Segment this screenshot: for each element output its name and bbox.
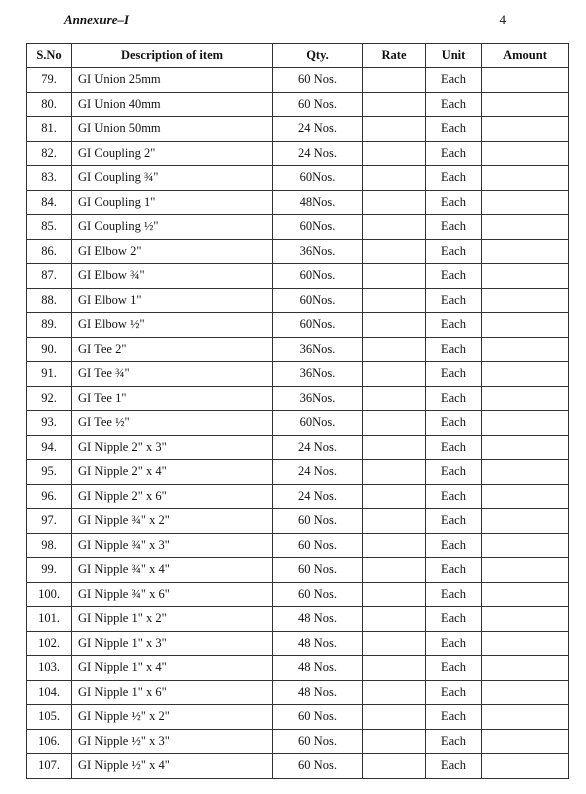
cell-sno: 104. xyxy=(27,680,72,705)
page-header xyxy=(64,12,506,30)
cell-amount xyxy=(482,239,569,264)
table-row xyxy=(27,68,569,93)
cell-rate xyxy=(363,607,426,632)
annexure-title: Annexure–I xyxy=(64,12,130,27)
cell-unit: Each xyxy=(426,239,482,264)
cell-amount xyxy=(482,68,569,93)
table-row xyxy=(27,141,569,166)
table-row xyxy=(27,680,569,705)
cell-description: GI Elbow 2" xyxy=(72,239,273,264)
cell-qty: 36Nos. xyxy=(273,337,363,362)
cell-sno: 87. xyxy=(27,264,72,289)
cell-amount xyxy=(482,386,569,411)
cell-amount xyxy=(482,313,569,338)
cell-qty: 60 Nos. xyxy=(273,582,363,607)
page-number: 4 xyxy=(499,12,506,27)
cell-qty: 60 Nos. xyxy=(273,558,363,583)
cell-description: GI Nipple 1" x 3" xyxy=(72,631,273,656)
cell-qty: 24 Nos. xyxy=(273,460,363,485)
cell-rate xyxy=(363,705,426,730)
cell-amount xyxy=(482,337,569,362)
cell-sno: 82. xyxy=(27,141,72,166)
cell-qty: 48Nos. xyxy=(273,190,363,215)
cell-rate xyxy=(363,288,426,313)
cell-rate xyxy=(363,313,426,338)
cell-sno: 90. xyxy=(27,337,72,362)
cell-qty: 48 Nos. xyxy=(273,631,363,656)
cell-amount xyxy=(482,411,569,436)
cell-qty: 60Nos. xyxy=(273,288,363,313)
cell-rate xyxy=(363,680,426,705)
cell-qty: 60Nos. xyxy=(273,166,363,191)
cell-amount xyxy=(482,509,569,534)
cell-sno: 88. xyxy=(27,288,72,313)
cell-description: GI Nipple 2" x 3" xyxy=(72,435,273,460)
column-header-unit: Unit xyxy=(426,44,482,68)
cell-amount xyxy=(482,288,569,313)
cell-qty: 24 Nos. xyxy=(273,117,363,142)
table-row xyxy=(27,264,569,289)
cell-description: GI Tee 2" xyxy=(72,337,273,362)
cell-amount xyxy=(482,435,569,460)
cell-unit: Each xyxy=(426,190,482,215)
cell-rate xyxy=(363,729,426,754)
cell-amount xyxy=(482,117,569,142)
cell-sno: 91. xyxy=(27,362,72,387)
cell-unit: Each xyxy=(426,607,482,632)
cell-amount xyxy=(482,582,569,607)
cell-unit: Each xyxy=(426,166,482,191)
cell-unit: Each xyxy=(426,313,482,338)
cell-unit: Each xyxy=(426,411,482,436)
cell-description: GI Union 25mm xyxy=(72,68,273,93)
table-row xyxy=(27,509,569,534)
cell-unit: Each xyxy=(426,631,482,656)
cell-rate xyxy=(363,215,426,240)
table-row xyxy=(27,582,569,607)
cell-amount xyxy=(482,362,569,387)
cell-description: GI Elbow 1" xyxy=(72,288,273,313)
cell-sno: 85. xyxy=(27,215,72,240)
cell-description: GI Nipple ½" x 3" xyxy=(72,729,273,754)
cell-sno: 97. xyxy=(27,509,72,534)
cell-sno: 105. xyxy=(27,705,72,730)
column-header-amount: Amount xyxy=(482,44,569,68)
cell-sno: 93. xyxy=(27,411,72,436)
column-header-description: Description of item xyxy=(72,44,273,68)
table-row xyxy=(27,411,569,436)
cell-unit: Each xyxy=(426,484,482,509)
cell-amount xyxy=(482,190,569,215)
cell-qty: 60Nos. xyxy=(273,411,363,436)
cell-description: GI Nipple ¾" x 3" xyxy=(72,533,273,558)
cell-sno: 99. xyxy=(27,558,72,583)
cell-qty: 36Nos. xyxy=(273,362,363,387)
cell-description: GI Coupling 1" xyxy=(72,190,273,215)
column-header-sno: S.No xyxy=(27,44,72,68)
cell-description: GI Nipple ¾" x 6" xyxy=(72,582,273,607)
cell-rate xyxy=(363,166,426,191)
cell-description: GI Nipple 2" x 6" xyxy=(72,484,273,509)
cell-amount xyxy=(482,141,569,166)
cell-description: GI Elbow ½" xyxy=(72,313,273,338)
cell-description: GI Coupling ½" xyxy=(72,215,273,240)
cell-description: GI Tee 1" xyxy=(72,386,273,411)
cell-sno: 101. xyxy=(27,607,72,632)
cell-amount xyxy=(482,729,569,754)
cell-unit: Each xyxy=(426,705,482,730)
cell-sno: 94. xyxy=(27,435,72,460)
cell-rate xyxy=(363,68,426,93)
cell-rate xyxy=(363,92,426,117)
cell-rate xyxy=(363,337,426,362)
cell-rate xyxy=(363,533,426,558)
cell-description: GI Union 40mm xyxy=(72,92,273,117)
cell-unit: Each xyxy=(426,141,482,166)
table-header-row xyxy=(27,44,569,68)
table-body xyxy=(27,68,569,779)
cell-sno: 95. xyxy=(27,460,72,485)
cell-unit: Each xyxy=(426,337,482,362)
cell-sno: 92. xyxy=(27,386,72,411)
cell-unit: Each xyxy=(426,533,482,558)
cell-unit: Each xyxy=(426,509,482,534)
cell-sno: 84. xyxy=(27,190,72,215)
cell-rate xyxy=(363,362,426,387)
cell-amount xyxy=(482,558,569,583)
cell-sno: 81. xyxy=(27,117,72,142)
cell-qty: 60 Nos. xyxy=(273,729,363,754)
cell-rate xyxy=(363,239,426,264)
cell-unit: Each xyxy=(426,117,482,142)
cell-unit: Each xyxy=(426,558,482,583)
cell-unit: Each xyxy=(426,362,482,387)
cell-amount xyxy=(482,607,569,632)
column-header-qty: Qty. xyxy=(273,44,363,68)
cell-amount xyxy=(482,460,569,485)
cell-unit: Each xyxy=(426,656,482,681)
cell-rate xyxy=(363,509,426,534)
cell-unit: Each xyxy=(426,288,482,313)
cell-amount xyxy=(482,92,569,117)
cell-qty: 24 Nos. xyxy=(273,141,363,166)
table-row xyxy=(27,386,569,411)
cell-qty: 60 Nos. xyxy=(273,68,363,93)
cell-rate xyxy=(363,558,426,583)
cell-qty: 36Nos. xyxy=(273,239,363,264)
cell-amount xyxy=(482,533,569,558)
cell-amount xyxy=(482,215,569,240)
cell-description: GI Union 50mm xyxy=(72,117,273,142)
cell-qty: 36Nos. xyxy=(273,386,363,411)
cell-sno: 86. xyxy=(27,239,72,264)
cell-rate xyxy=(363,264,426,289)
cell-description: GI Nipple ½" x 4" xyxy=(72,754,273,779)
table-row xyxy=(27,166,569,191)
cell-unit: Each xyxy=(426,754,482,779)
cell-sno: 100. xyxy=(27,582,72,607)
cell-description: GI Nipple ¾" x 4" xyxy=(72,558,273,583)
cell-unit: Each xyxy=(426,460,482,485)
cell-sno: 98. xyxy=(27,533,72,558)
cell-amount xyxy=(482,166,569,191)
table-row xyxy=(27,607,569,632)
cell-sno: 103. xyxy=(27,656,72,681)
cell-sno: 83. xyxy=(27,166,72,191)
cell-qty: 60 Nos. xyxy=(273,705,363,730)
cell-qty: 60Nos. xyxy=(273,313,363,338)
cell-unit: Each xyxy=(426,435,482,460)
table-row xyxy=(27,117,569,142)
cell-qty: 24 Nos. xyxy=(273,484,363,509)
cell-description: GI Coupling 2" xyxy=(72,141,273,166)
table-row xyxy=(27,729,569,754)
cell-unit: Each xyxy=(426,215,482,240)
table-row xyxy=(27,92,569,117)
table-row xyxy=(27,656,569,681)
cell-qty: 48 Nos. xyxy=(273,607,363,632)
cell-rate xyxy=(363,631,426,656)
table-row xyxy=(27,288,569,313)
cell-qty: 60 Nos. xyxy=(273,509,363,534)
cell-sno: 107. xyxy=(27,754,72,779)
cell-description: GI Nipple 1" x 4" xyxy=(72,656,273,681)
cell-description: GI Coupling ¾" xyxy=(72,166,273,191)
cell-sno: 102. xyxy=(27,631,72,656)
cell-amount xyxy=(482,656,569,681)
cell-qty: 24 Nos. xyxy=(273,435,363,460)
cell-amount xyxy=(482,754,569,779)
cell-rate xyxy=(363,460,426,485)
table-row xyxy=(27,533,569,558)
table-row xyxy=(27,337,569,362)
cell-amount xyxy=(482,484,569,509)
cell-sno: 96. xyxy=(27,484,72,509)
cell-rate xyxy=(363,484,426,509)
cell-description: GI Nipple 2" x 4" xyxy=(72,460,273,485)
table-row xyxy=(27,705,569,730)
cell-qty: 60Nos. xyxy=(273,215,363,240)
cell-rate xyxy=(363,435,426,460)
cell-qty: 60 Nos. xyxy=(273,92,363,117)
table-row xyxy=(27,239,569,264)
cell-qty: 48 Nos. xyxy=(273,656,363,681)
cell-description: GI Tee ½" xyxy=(72,411,273,436)
cell-rate xyxy=(363,386,426,411)
cell-unit: Each xyxy=(426,68,482,93)
column-header-rate: Rate xyxy=(363,44,426,68)
cell-rate xyxy=(363,141,426,166)
cell-qty: 60 Nos. xyxy=(273,533,363,558)
table-row xyxy=(27,362,569,387)
cell-sno: 106. xyxy=(27,729,72,754)
table-row xyxy=(27,484,569,509)
cell-unit: Each xyxy=(426,264,482,289)
cell-description: GI Tee ¾" xyxy=(72,362,273,387)
cell-description: GI Nipple ½" x 2" xyxy=(72,705,273,730)
cell-amount xyxy=(482,680,569,705)
cell-rate xyxy=(363,117,426,142)
cell-rate xyxy=(363,582,426,607)
table-row xyxy=(27,631,569,656)
cell-description: GI Elbow ¾" xyxy=(72,264,273,289)
table-row xyxy=(27,435,569,460)
cell-sno: 80. xyxy=(27,92,72,117)
items-table xyxy=(26,43,569,779)
cell-qty: 60 Nos. xyxy=(273,754,363,779)
table-row xyxy=(27,558,569,583)
cell-sno: 79. xyxy=(27,68,72,93)
cell-qty: 48 Nos. xyxy=(273,680,363,705)
cell-description: GI Nipple ¾" x 2" xyxy=(72,509,273,534)
cell-amount xyxy=(482,631,569,656)
cell-rate xyxy=(363,190,426,215)
cell-unit: Each xyxy=(426,582,482,607)
table-row xyxy=(27,754,569,779)
table-row xyxy=(27,215,569,240)
cell-unit: Each xyxy=(426,729,482,754)
cell-amount xyxy=(482,705,569,730)
cell-rate xyxy=(363,754,426,779)
cell-qty: 60Nos. xyxy=(273,264,363,289)
cell-unit: Each xyxy=(426,92,482,117)
cell-description: GI Nipple 1" x 2" xyxy=(72,607,273,632)
table-row xyxy=(27,460,569,485)
cell-sno: 89. xyxy=(27,313,72,338)
cell-rate xyxy=(363,656,426,681)
table-row xyxy=(27,190,569,215)
table-row xyxy=(27,313,569,338)
cell-amount xyxy=(482,264,569,289)
cell-rate xyxy=(363,411,426,436)
cell-description: GI Nipple 1" x 6" xyxy=(72,680,273,705)
cell-unit: Each xyxy=(426,680,482,705)
cell-unit: Each xyxy=(426,386,482,411)
